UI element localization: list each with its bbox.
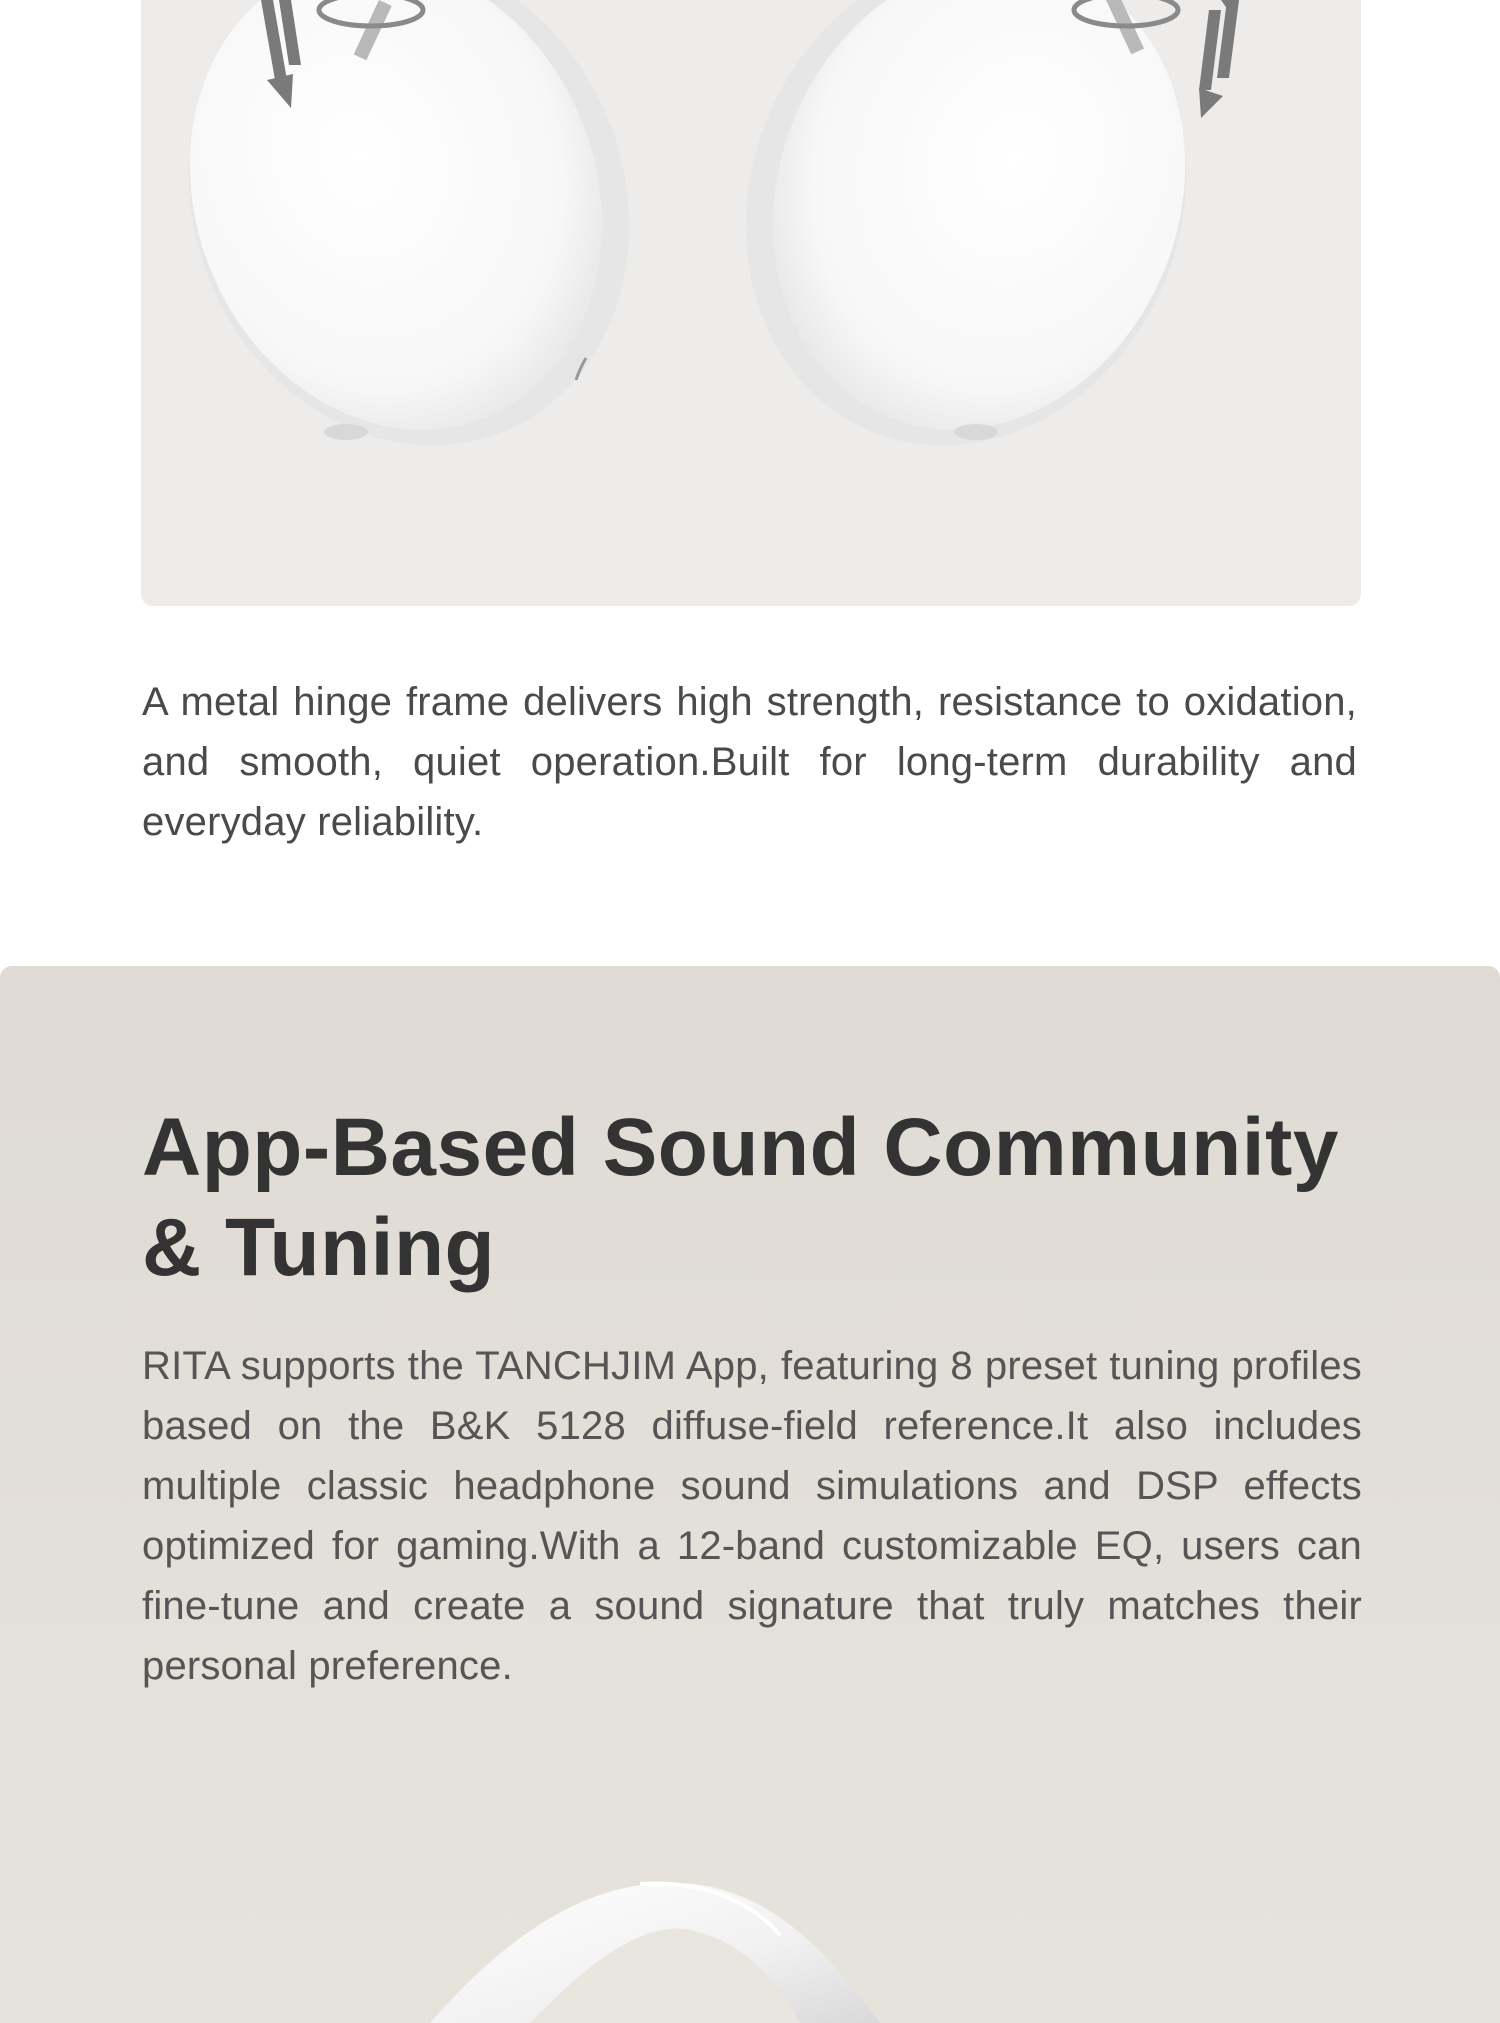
hinge-description: A metal hinge frame delivers high strength, resistance to oxidation, and smooth, quiet operation.Built for long-term durability and everyday reliability. [142, 680, 1357, 844]
right-earcup [673, 0, 1259, 512]
hinge-image-panel [141, 0, 1361, 606]
app-section-description: RITA supports the TANCHJIM App, featuring 8 preset tuning profiles based on the B&K 5128 diffuse-field reference.It also includes multiple classic headphone sound simulations and DSP effects optimized for gaming.With a 12-band customizable EQ, users can fine-tune and create a sound signature that truly matches their personal preference. [142, 1344, 1362, 1688]
fold-arrow-icon [1199, 0, 1239, 118]
app-title-line-1: App-Based Sound Community [142, 1102, 1339, 1193]
app-title-line-2: & Tuning [142, 1202, 496, 1293]
earcups-illustration [141, 0, 1361, 606]
left-earcup [141, 0, 702, 512]
headband-image [0, 1840, 1500, 2023]
app-section-title [142, 1098, 1402, 1298]
